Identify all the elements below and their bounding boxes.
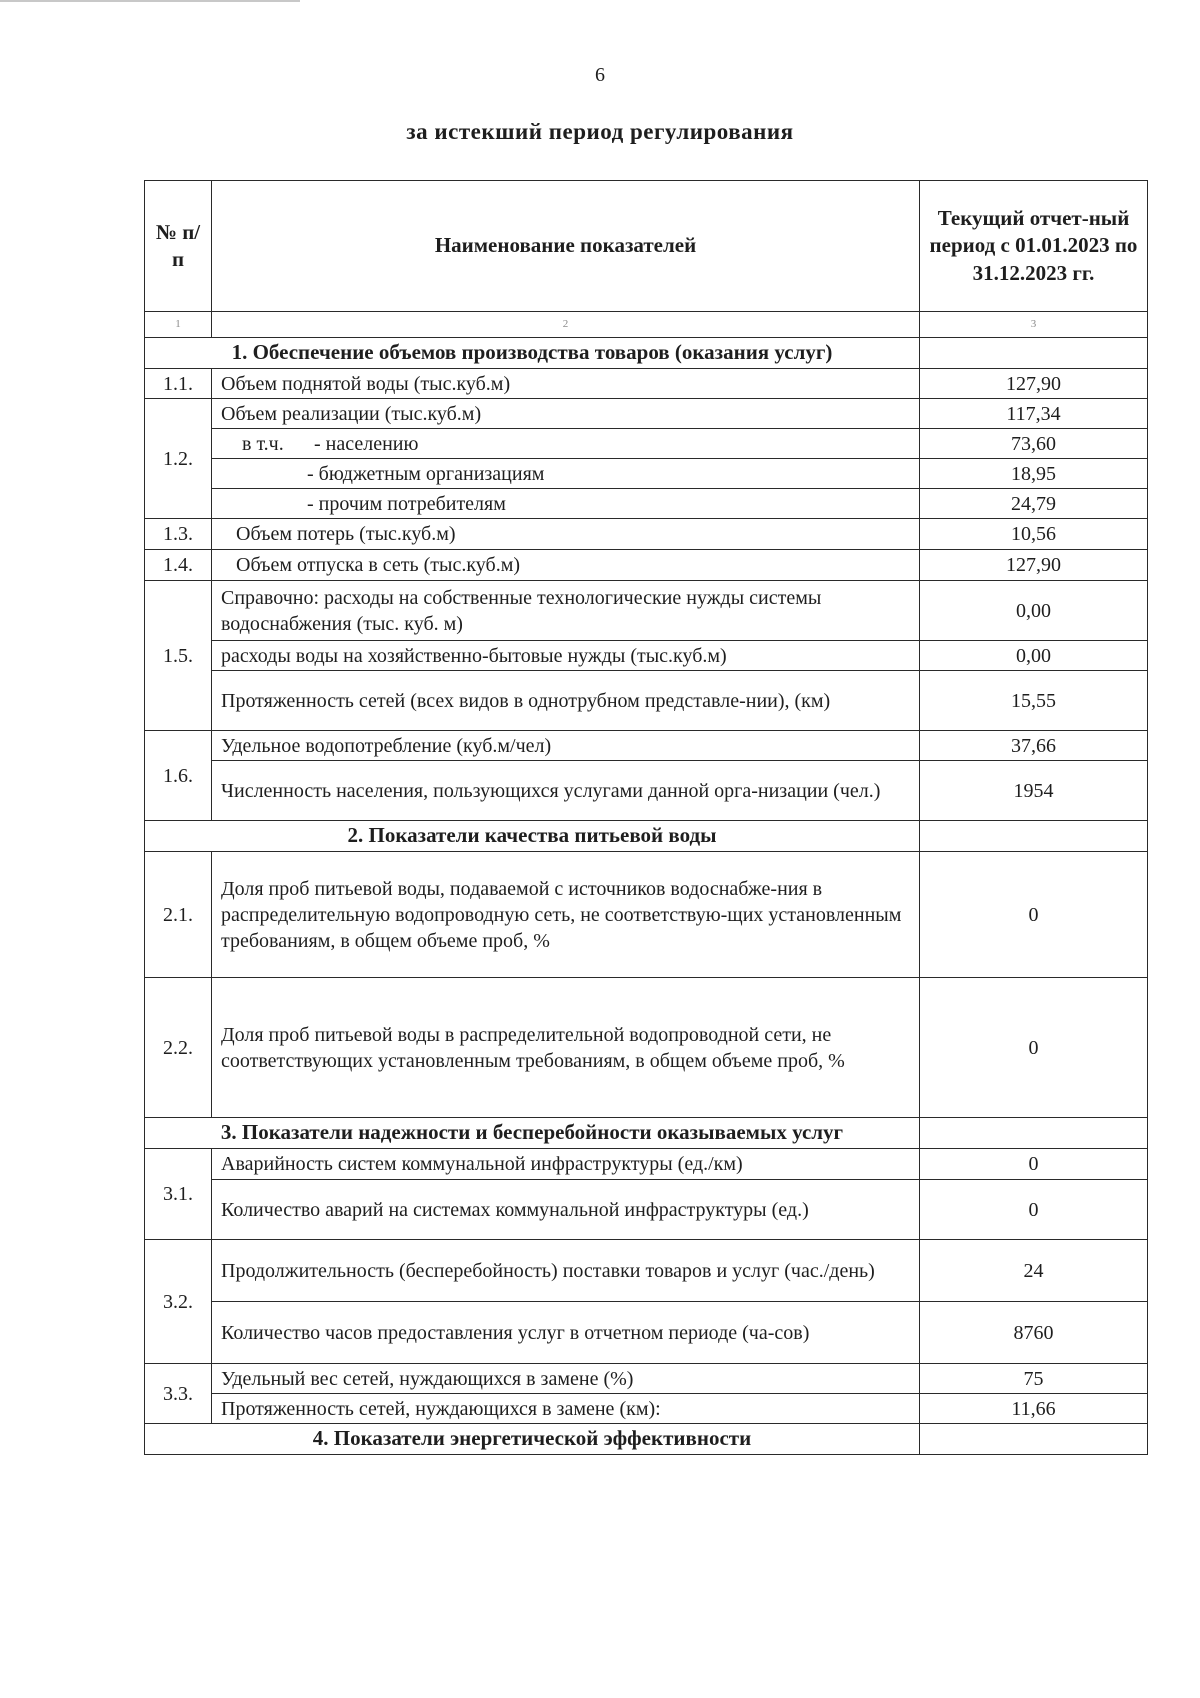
row-name: Объем потерь (тыс.куб.м)	[212, 519, 920, 550]
row-num: 1.1.	[145, 369, 212, 399]
row-name: расходы воды на хозяйственно-бытовые нужды (тыс.куб.м)	[212, 641, 920, 671]
table-row	[145, 399, 1148, 429]
row-name: Доля проб питьевой воды в распределительной водопроводной сети, не соответствующих установленным требованиям, в общем объеме проб, %	[212, 978, 920, 1118]
row-name: Объем отпуска в сеть (тыс.куб.м)	[212, 550, 920, 581]
table-row	[145, 550, 1148, 581]
row-num: 1.2.	[145, 399, 212, 519]
row-value: 0	[920, 978, 1148, 1118]
section-title: 4. Показатели энергетической эффективности	[145, 1424, 920, 1455]
row-name: - населению	[314, 432, 419, 455]
row-value: 127,90	[920, 369, 1148, 399]
table-row	[145, 761, 1148, 821]
header-value: Текущий отчет-ный период с 01.01.2023 по 31.12.2023 гг.	[920, 181, 1148, 312]
row-name: Объем поднятой воды (тыс.куб.м)	[212, 369, 920, 399]
top-edge-rule	[0, 0, 300, 2]
table-row	[145, 731, 1148, 761]
section-value-empty	[920, 1118, 1148, 1149]
row-value: 117,34	[920, 399, 1148, 429]
row-num: 3.2.	[145, 1240, 212, 1364]
row-name: Справочно: расходы на собственные технологические нужды системы водоснабжения (тыс. куб. м)	[212, 581, 920, 641]
table-row	[145, 671, 1148, 731]
row-num: 1.4.	[145, 550, 212, 581]
row-num: 3.1.	[145, 1149, 212, 1240]
row-num: 2.1.	[145, 852, 212, 978]
row-name: - бюджетным организациям	[212, 459, 920, 489]
row-value: 0	[920, 852, 1148, 978]
row-num: 1.6.	[145, 731, 212, 821]
table-row	[145, 978, 1148, 1118]
section-title: 1. Обеспечение объемов производства товаров (оказания услуг)	[145, 338, 920, 369]
row-value: 73,60	[920, 429, 1148, 459]
column-index-1: 1	[145, 312, 212, 338]
section-title: 3. Показатели надежности и бесперебойности оказываемых услуг	[145, 1118, 920, 1149]
row-name: Протяженность сетей, нуждающихся в замене (км):	[212, 1394, 920, 1424]
row-value: 75	[920, 1364, 1148, 1394]
section-row	[145, 1118, 1148, 1149]
vtch-prefix: в т.ч.	[242, 432, 284, 455]
section-value-empty	[920, 338, 1148, 369]
row-value: 24,79	[920, 489, 1148, 519]
row-value: 0	[920, 1180, 1148, 1240]
header-num: № п/п	[145, 181, 212, 312]
header-row	[145, 181, 1148, 312]
column-index-3: 3	[920, 312, 1148, 338]
table-row	[145, 641, 1148, 671]
table-row	[145, 852, 1148, 978]
row-name: Аварийность систем коммунальной инфраструктуры (ед./км)	[212, 1149, 920, 1180]
row-value: 0	[920, 1149, 1148, 1180]
row-name: Удельный вес сетей, нуждающихся в замене (%)	[212, 1364, 920, 1394]
row-name: Удельное водопотребление (куб.м/чел)	[212, 731, 920, 761]
row-num: 3.3.	[145, 1364, 212, 1424]
indicators-table	[144, 180, 1148, 1455]
table-row	[145, 369, 1148, 399]
table-row	[145, 489, 1148, 519]
section-value-empty	[920, 821, 1148, 852]
row-value: 37,66	[920, 731, 1148, 761]
table-row	[145, 1240, 1148, 1302]
row-value: 8760	[920, 1302, 1148, 1364]
row-name: Численность населения, пользующихся услугами данной орга-низации (чел.)	[212, 761, 920, 821]
row-name-subitem	[212, 429, 920, 459]
table-row	[145, 1364, 1148, 1394]
table-row	[145, 1149, 1148, 1180]
table-row	[145, 459, 1148, 489]
row-name: Объем реализации (тыс.куб.м)	[212, 399, 920, 429]
row-value: 127,90	[920, 550, 1148, 581]
table-row	[145, 429, 1148, 459]
row-value: 10,56	[920, 519, 1148, 550]
row-value: 15,55	[920, 671, 1148, 731]
row-value: 11,66	[920, 1394, 1148, 1424]
table-row	[145, 1302, 1148, 1364]
row-value: 0,00	[920, 641, 1148, 671]
section-row	[145, 1424, 1148, 1455]
table-row	[145, 581, 1148, 641]
page-heading: за истекший период регулирования	[406, 119, 794, 144]
section-value-empty	[920, 1424, 1148, 1455]
row-name: Продолжительность (бесперебойность) поставки товаров и услуг (час./день)	[212, 1240, 920, 1302]
row-value: 18,95	[920, 459, 1148, 489]
table-row	[145, 1180, 1148, 1240]
row-num: 1.5.	[145, 581, 212, 731]
row-num: 2.2.	[145, 978, 212, 1118]
row-name: Протяженность сетей (всех видов в однотрубном представле-нии), (км)	[212, 671, 920, 731]
row-num: 1.3.	[145, 519, 212, 550]
section-row	[145, 338, 1148, 369]
row-value: 0,00	[920, 581, 1148, 641]
section-row	[145, 821, 1148, 852]
table-row	[145, 519, 1148, 550]
section-title: 2. Показатели качества питьевой воды	[145, 821, 920, 852]
column-index-row	[145, 312, 1148, 338]
row-value: 24	[920, 1240, 1148, 1302]
row-value: 1954	[920, 761, 1148, 821]
column-index-2: 2	[212, 312, 920, 338]
row-name: Количество аварий на системах коммунальной инфраструктуры (ед.)	[212, 1180, 920, 1240]
row-name: Количество часов предоставления услуг в отчетном периоде (ча-сов)	[212, 1302, 920, 1364]
row-name: Доля проб питьевой воды, подаваемой с источников водоснабже-ния в распределительную водопроводную сеть, не соответствую-щих установленным требованиям, в общем объеме проб, %	[212, 852, 920, 978]
table-row	[145, 1394, 1148, 1424]
row-name: - прочим потребителям	[212, 489, 920, 519]
page-number: 6	[595, 64, 605, 86]
header-name: Наименование показателей	[212, 181, 920, 312]
